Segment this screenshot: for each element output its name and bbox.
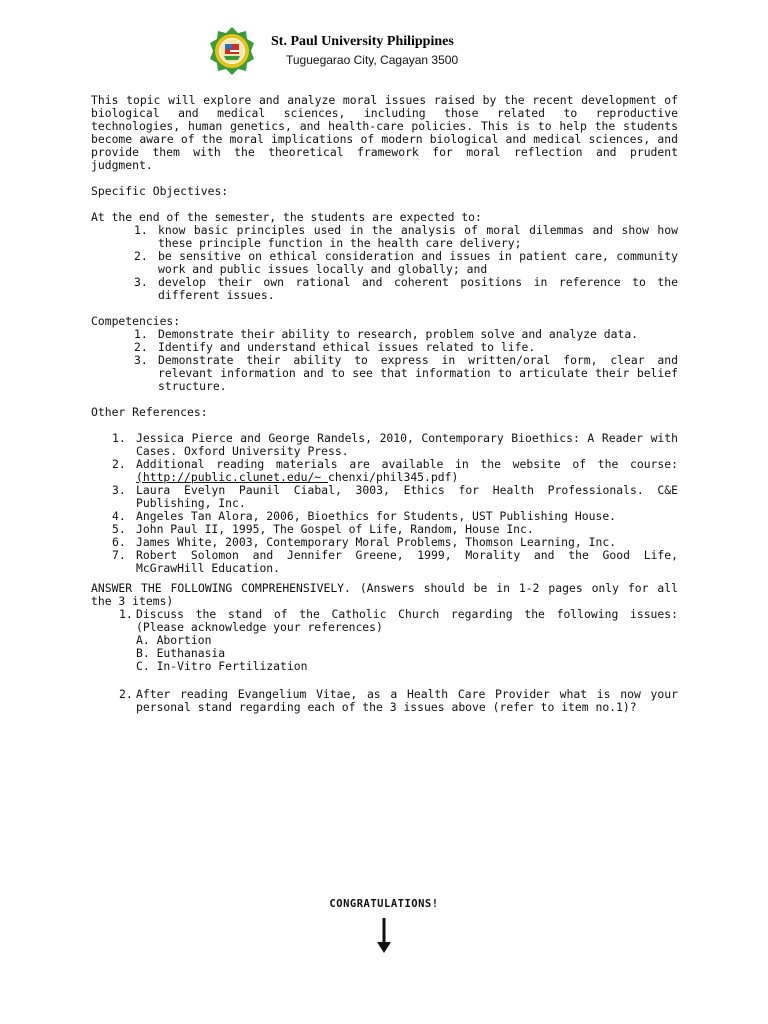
item-text: Angeles Tan Alora, 2006, Bioethics for Students, UST Publishing House. [136,509,617,523]
list-item [91,484,678,510]
item-number: 2. [112,457,126,471]
item-number: 1. [134,327,148,341]
university-seal-logo [200,26,264,76]
item-number: 3. [112,483,126,497]
list-item [91,250,678,276]
letterhead [200,26,530,76]
list-item [91,224,678,250]
university-name: St. Paul University Philippines [271,34,454,49]
item-number: 7. [112,548,126,562]
list-item [91,354,678,393]
item-text: Additional reading materials are available in the website of the course: [136,457,678,471]
item-number: 1. [112,431,126,445]
competencies-list [91,328,678,393]
item-text: Jessica Pierce and George Randels, 2010, Contemporary Bioethics: A Reader with Cases. Oxford University Press. [136,431,678,458]
item-text: Laura Evelyn Paunil Ciabal, 3003, Ethics for Health Professionals. C&E Publishing, Inc. [136,483,678,510]
item-text: Demonstrate their ability to express in written/oral form, clear and relevant information and to see that information to articulate their belief structure. [158,353,678,393]
course-website-link[interactable]: (http://public.clunet.edu/~ [136,470,329,484]
list-item [91,549,678,575]
item-text: James White, 2003, Contemporary Moral Problems, Thomson Learning, Inc. [136,535,617,549]
issue-item: C. In-Vitro Fertilization [136,659,308,673]
item-number: 4. [112,509,126,523]
item-text: develop their own rational and coherent positions in reference to the different issues. [158,275,678,302]
item-number: 3. [134,275,148,289]
item-text: John Paul II, 1995, The Gospel of Life, Random, House Inc. [136,522,534,536]
references-heading: Other References: [91,405,208,419]
university-address: Tuguegarao City, Cagayan 3500 [286,53,459,67]
item-text: Robert Solomon and Jennifer Greene, 1999, Morality and the Good Life, McGrawHill Education. [136,548,678,575]
item-number: 6. [112,535,126,549]
item-text: chenxi/phil345.pdf) [328,470,459,484]
item-text: know basic principles used in the analysis of moral dilemmas and show how these principle function in the health care delivery; [158,223,678,250]
objectives-lead: At the end of the semester, the students are expected to: [91,210,482,224]
item-number: 2. [119,687,133,701]
intro-paragraph: This topic will explore and analyze moral issues raised by the recent development of biological and medical sciences, including those related to reproductive technologies, human genetics, and health-care policies. This is to help the students become aware of the moral implications of modern biological and medical sciences, and provide them with the theoretical framework for moral reflection and prudent judgment. [91,93,678,172]
list-item [91,432,678,458]
question-item [91,608,678,673]
question-item [91,688,678,714]
list-item [91,276,678,302]
questions-list [91,608,678,714]
objectives-heading: Specific Objectives: [91,184,229,198]
issue-item: B. Euthanasia [136,646,226,660]
item-number: 2. [134,249,148,263]
issue-item: A. Abortion [136,633,212,647]
issues-list [136,634,678,673]
question-text: Discuss the stand of the Catholic Church regarding the following issues: (Please acknowledge your references) [136,607,678,634]
question-text: After reading Evangelium Vitae, as a Health Care Provider what is now your personal stand regarding each of the 3 issues above (refer to item no.1)? [136,687,678,714]
item-number: 1. [119,607,133,621]
closing-text: CONGRATULATIONS! [329,898,439,910]
item-number: 1. [134,223,148,237]
item-text: Identify and understand ethical issues related to life. [158,340,536,354]
references-list [91,432,678,575]
down-arrow-icon [374,918,394,954]
item-text: be sensitive on ethical consideration and issues in patient care, community work and public issues locally and globally; and [158,249,678,276]
list-item [91,458,678,484]
instructions-text: ANSWER THE FOLLOWING COMPREHENSIVELY. (Answers should be in 1-2 pages only for all the 3 items) [91,581,678,608]
item-number: 3. [134,353,148,367]
objectives-list [91,224,678,302]
item-number: 2. [134,340,148,354]
competencies-heading: Competencies: [91,314,181,328]
document-body [91,94,678,714]
item-text: Demonstrate their ability to research, problem solve and analyze data. [158,327,639,341]
item-number: 5. [112,522,126,536]
